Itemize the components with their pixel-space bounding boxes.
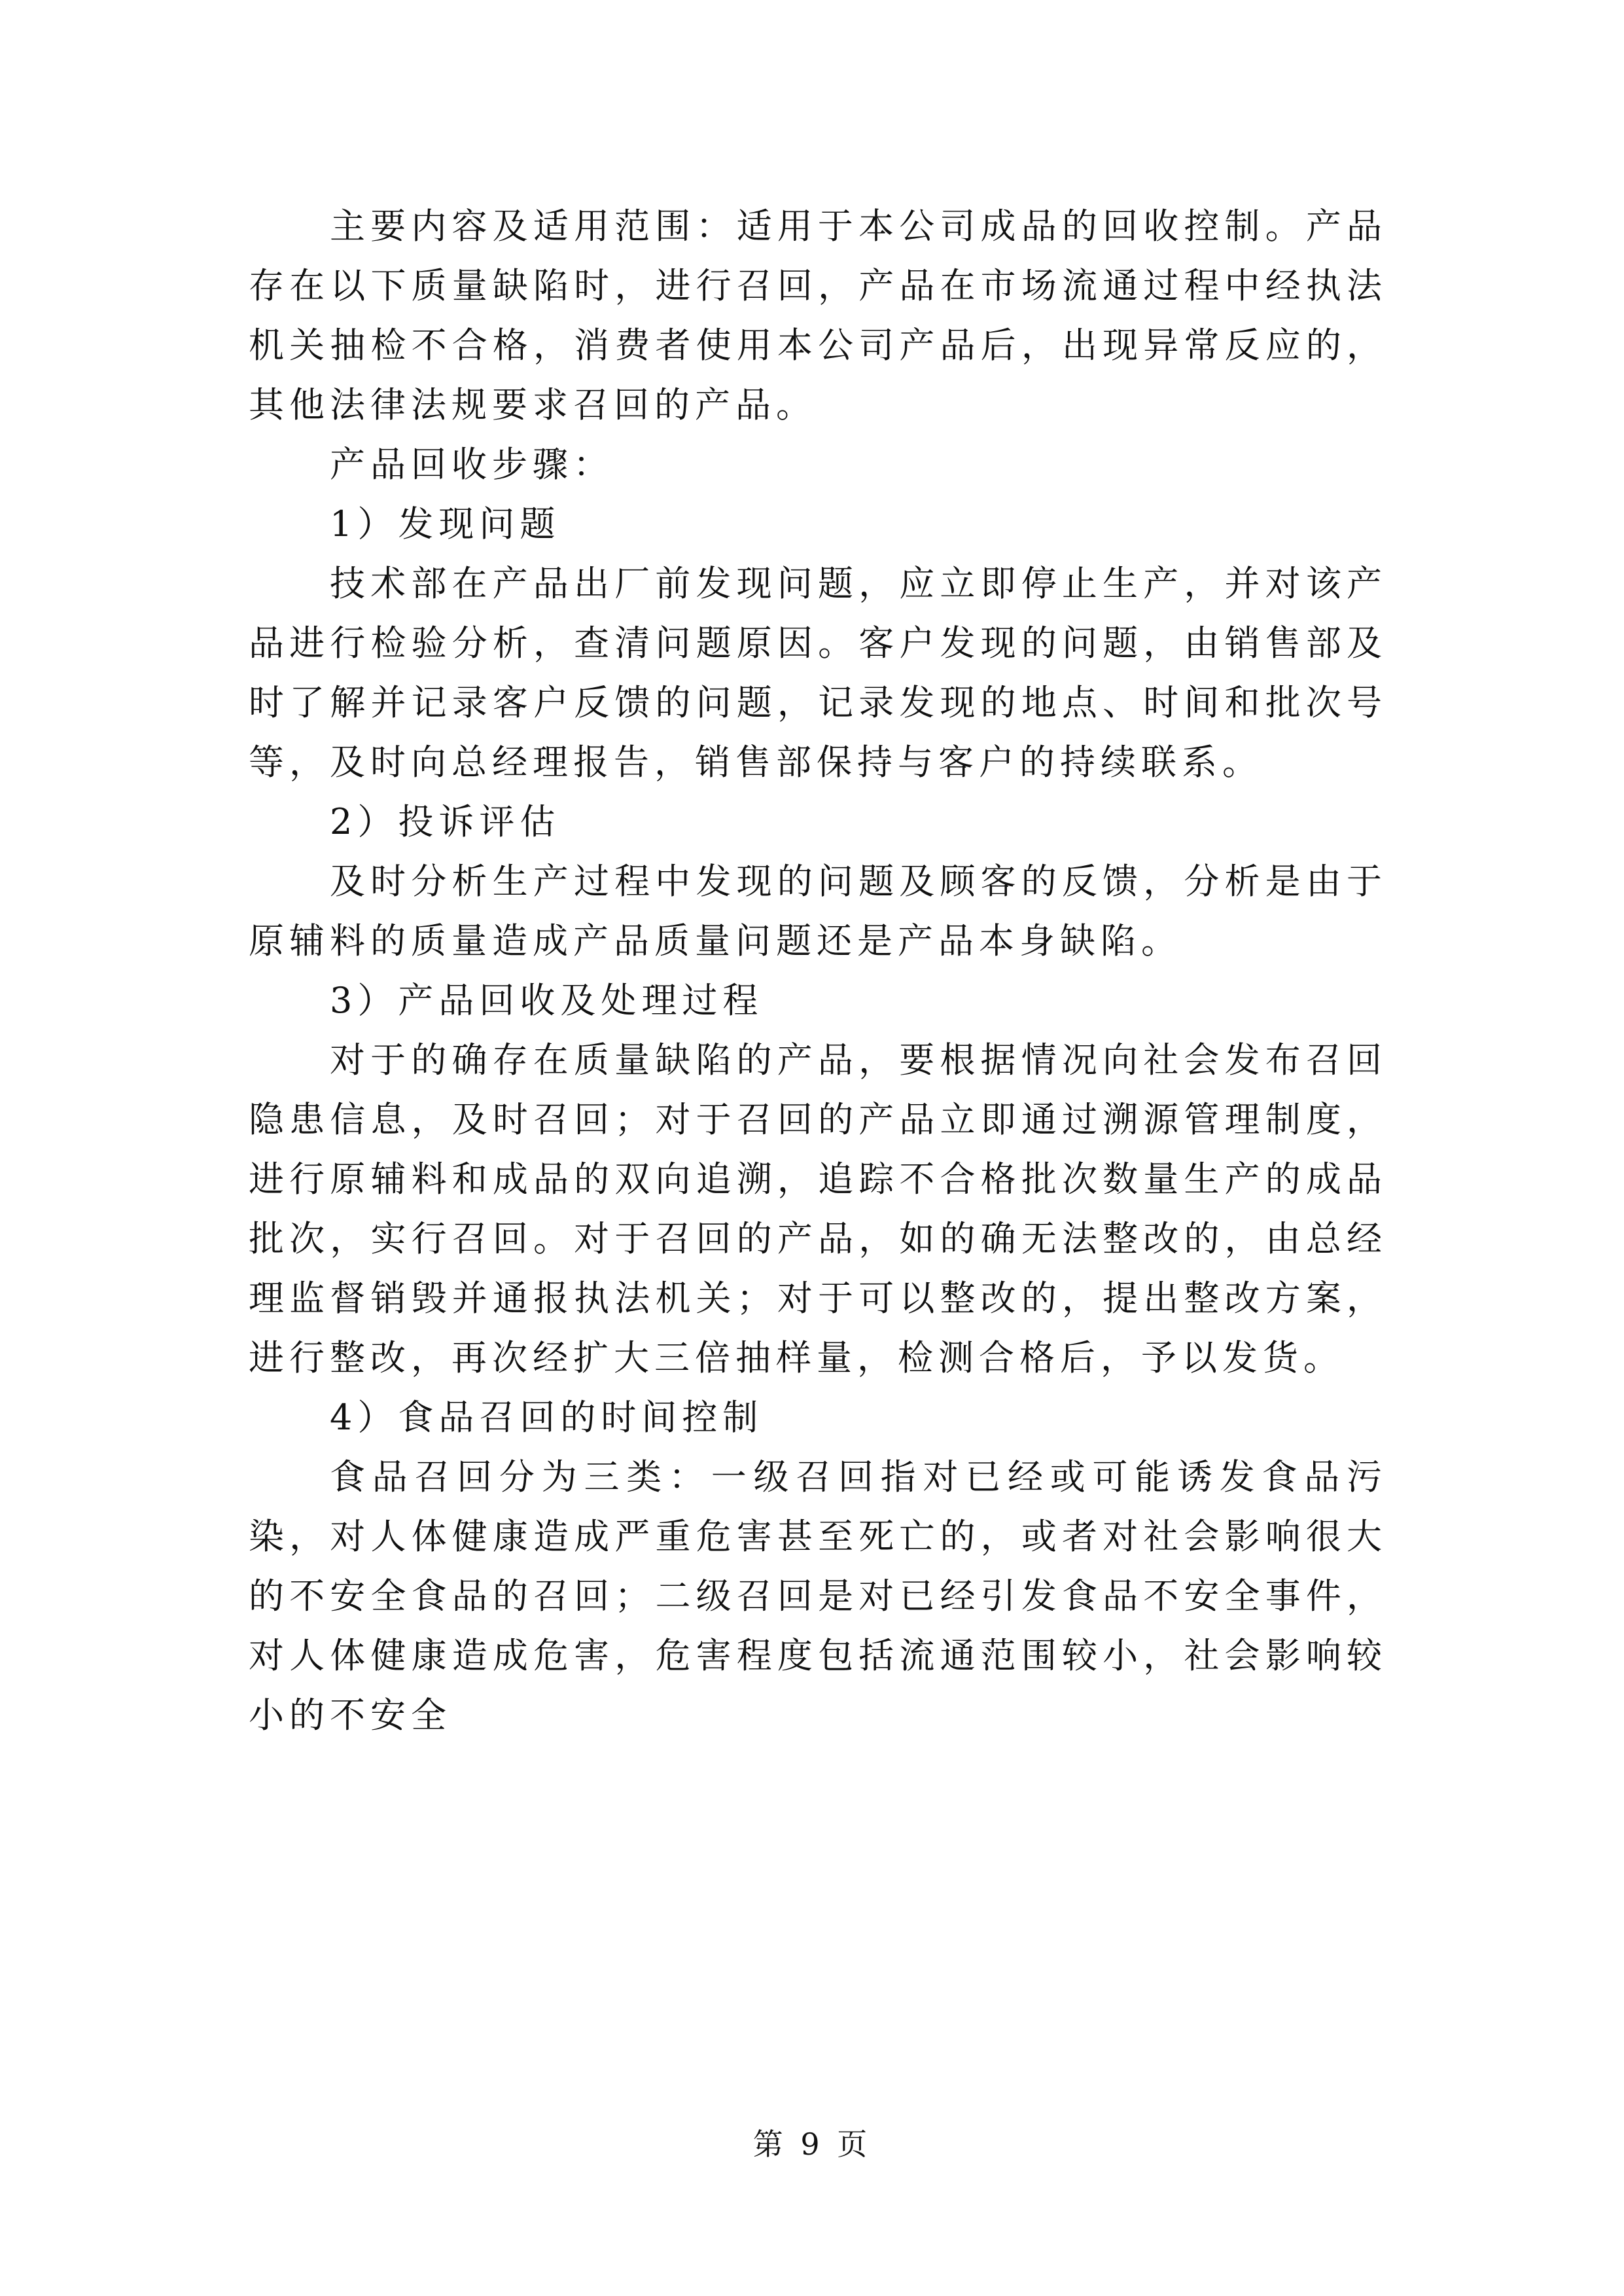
step-heading-4: 4）食品召回的时间控制: [330, 1397, 764, 1438]
paragraph-step-1: 技术部在产品出厂前发现问题，应立即停止生产，并对该产品进行检验分析，查清问题原因。客户发现的问题，由销售部及时了解并记录客户反馈的问题，记录发现的地点、时间和批次号等，及时向总经理报告，销售部保持与客户的持续联系。: [249, 563, 1387, 783]
step-heading-1: 1）发现问题: [330, 503, 561, 545]
paragraph-step-3: 对于的确存在质量缺陷的产品，要根据情况向社会发布召回隐患信息，及时召回；对于召回的产品立即通过溯源管理制度，进行原辅料和成品的双向追溯，追踪不合格批次数量生产的成品批次，实行召回。对于召回的产品，如的确无法整改的，由总经理监督销毁并通报执法机关；对于可以整改的，提出整改方案，进行整改，再次经扩大三倍抽样量，检测合格后，予以发货。: [249, 1039, 1387, 1378]
document-body: [249, 196, 1387, 1745]
section-heading-recall-steps: 产品回收步骤：: [330, 444, 614, 485]
paragraph-scope: 主要内容及适用范围：适用于本公司成品的回收控制。产品存在以下质量缺陷时，进行召回，产品在市场流通过程中经执法机关抽检不合格，消费者使用本公司产品后，出现异常反应的，其他法律法规要求召回的产品。: [249, 206, 1387, 425]
page-number: 第 9 页: [752, 2126, 872, 2162]
step-heading-3: 3）产品回收及处理过程: [330, 980, 764, 1021]
paragraph-step-2: 及时分析生产过程中发现的问题及顾客的反馈，分析是由于原辅料的质量造成产品质量问题还是产品本身缺陷。: [249, 861, 1387, 961]
step-heading-2: 2）投诉评估: [330, 801, 561, 842]
paragraph-step-4: 食品召回分为三类：一级召回指对已经或可能诱发食品污染，对人体健康造成严重危害甚至死亡的，或者对社会影响很大的不安全食品的召回；二级召回是对已经引发食品不安全事件，对人体健康造成危害，危害程度包括流通范围较小，社会影响较小的不安全: [249, 1456, 1387, 1736]
